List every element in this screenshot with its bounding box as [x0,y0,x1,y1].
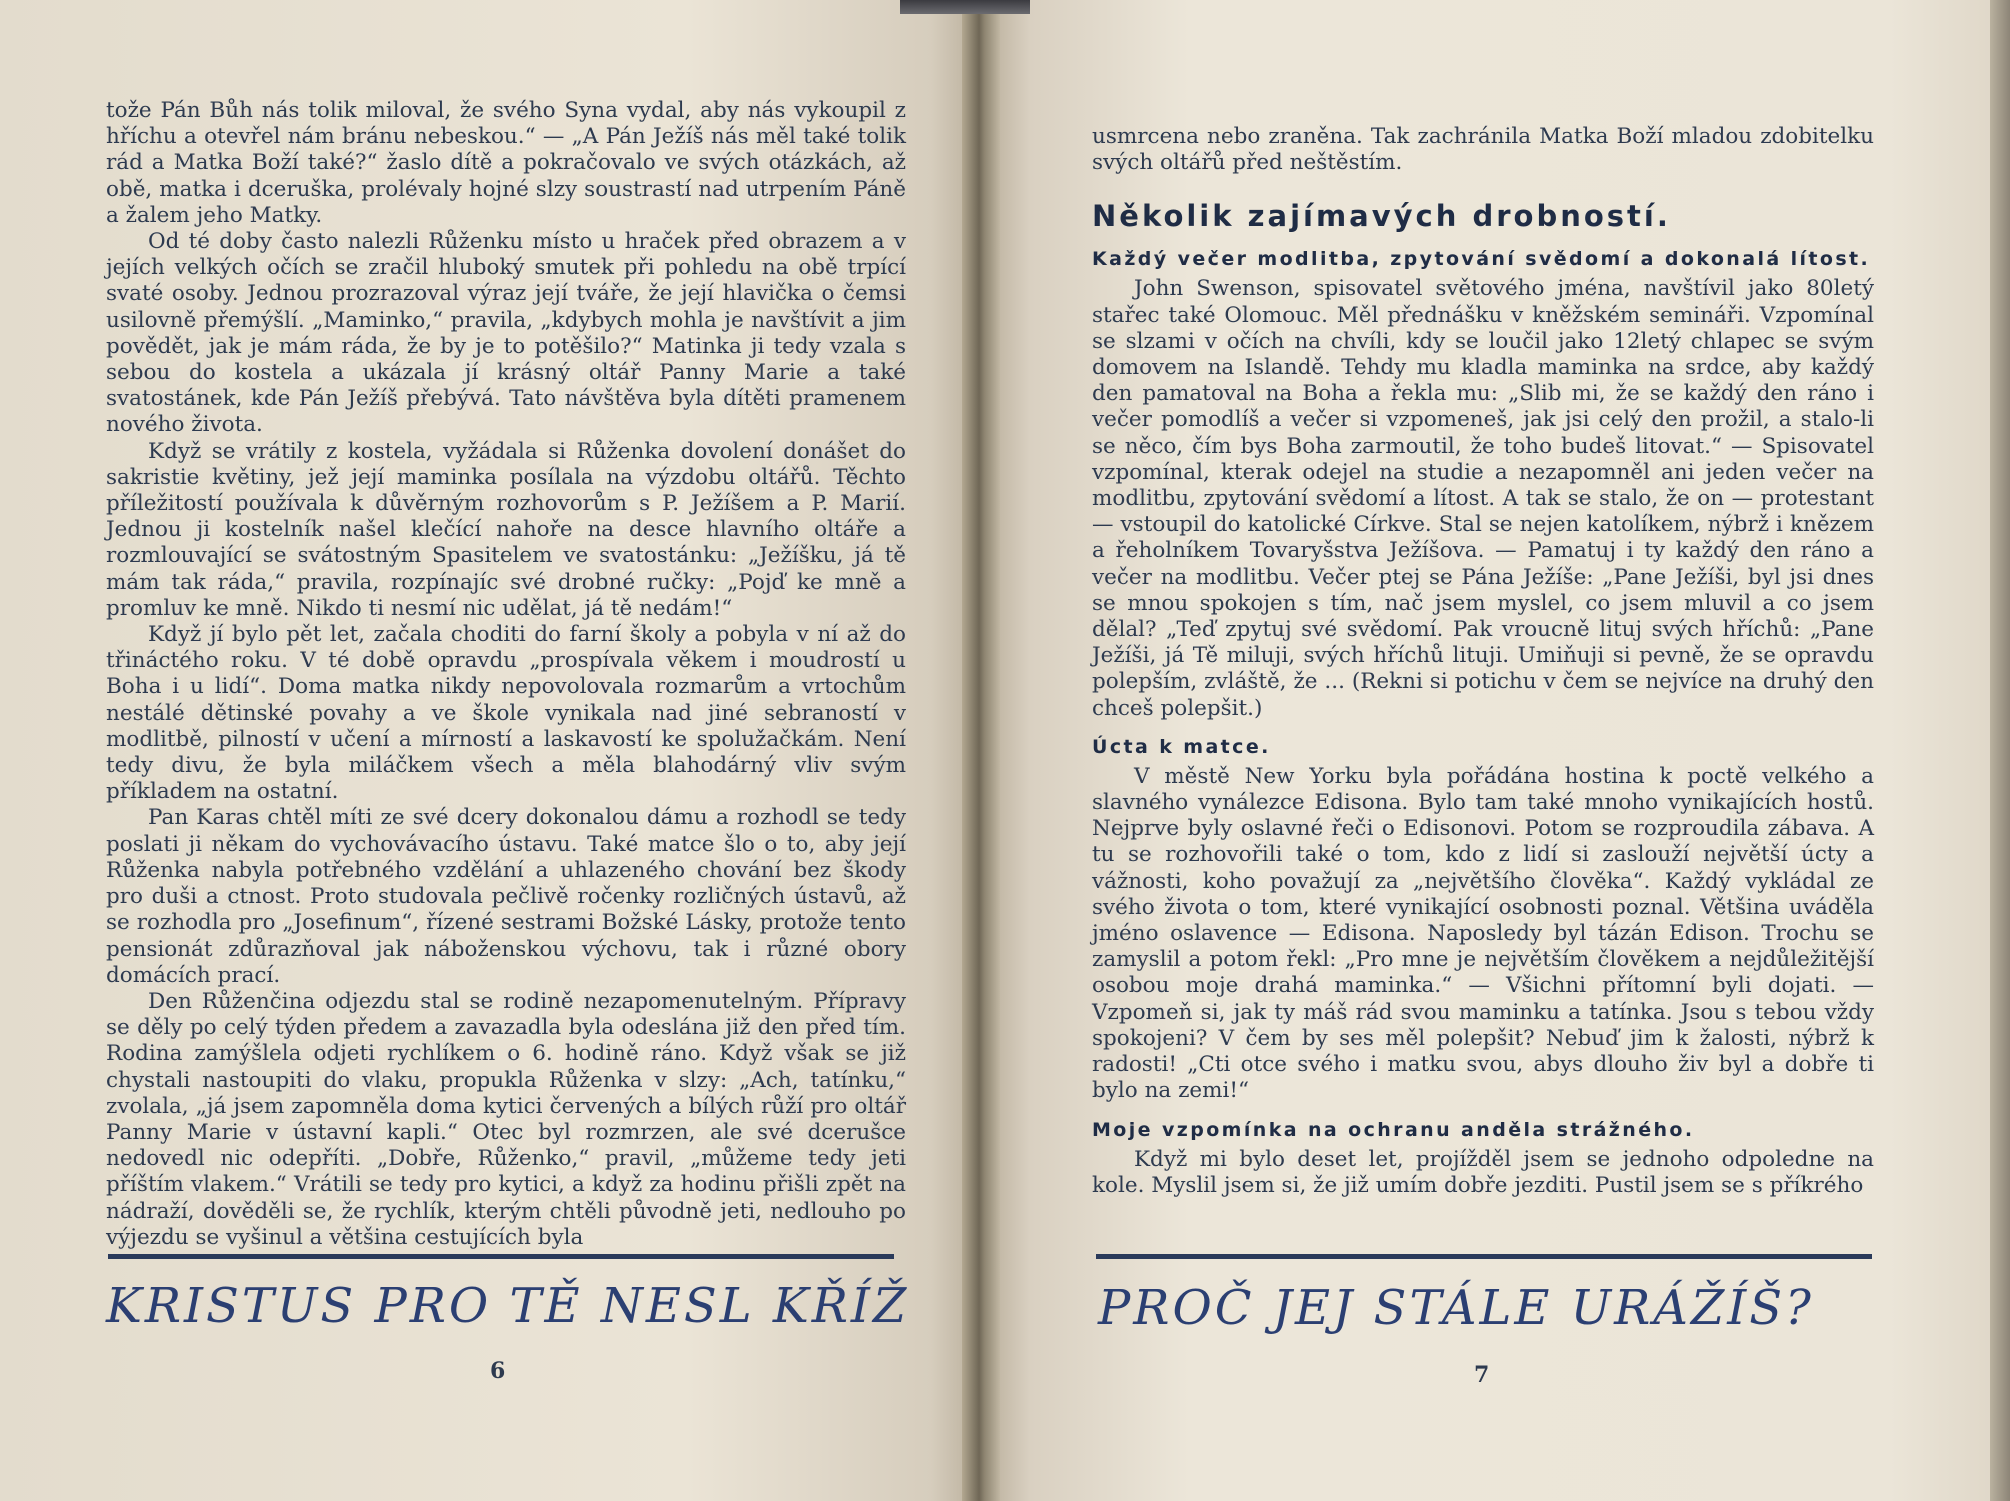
intro-paragraph: usmrcena nebo zraněna. Tak zachránila Matka Boží mladou zdobitelku svých oltářů před neštěstím. [1092,124,1874,176]
paragraph: Od té doby často nalezli Růženku místo u hraček před obrazem a v jejích velkých očích se zračil hluboký smutek při pohledu na obě trpící svaté osoby. Jednou prozrazoval výraz její tváře, že její hlavička o čemsi usilovně přemýšlí. „Maminko,“ pravila, „kdybych mohla je navštívit a jim povědět, jak je mám ráda, že by je to potěšilo?“ Matinka ji tedy vzala s sebou do kostela a ukázala jí krásný oltář Panny Marie a také svatostánek, kde Pán Ježíš přebývá. Tato návštěva byla dítěti pramenem nového života. [106,229,906,438]
section-title: Několik zajímavých drobností. [1092,199,1671,234]
story-text: Když mi bylo deset let, projížděl jsem se jednoho odpoledne na kole. Myslil jsem si, že již umím dobře jezditi. Pustil jsem se s příkrého [1092,1146,1874,1198]
book-binding [900,0,1030,14]
left-slogan: KRISTUS PRO TĚ NESL KŘÍŽ [106,1278,910,1334]
story-title: Úcta k matce. [1092,735,1271,758]
left-page-body [106,98,906,1251]
left-page [0,0,980,1501]
page-number-right: 7 [1474,1362,1490,1388]
paragraph: Když se vrátily z kostela, vyžádala si Růženka dovolení donášet do sakristie květiny, jež její maminka posílala na výzdobu oltářů. Těchto příležitostí používala k důvěrným rozhovorům s P. Ježíšem a P. Marií. Jednou ji kostelník našel klečící nahoře na desce hlavního oltáře a rozmlouvající se svátostným Spasitelem ve svatostánku: „Ježíšku, já tě mám tak ráda,“ pravila, rozpínajíc své drobné ručky: „Pojď ke mně a promluv ke mně. Nikdo ti nesmí nic udělat, já tě nedám!“ [106,438,906,621]
story-text: V městě New Yorku byla pořádána hostina k poctě velkého a slavného vynálezce Edisona. Bylo tam také mnoho vynikajících hostů. Nejprve byly oslavné řeči o Edisonovi. Potom se rozproudila zábava. A tu se rozhovořili také o tom, kdo z lidí si zaslouží největší úcty a vážnosti, koho považují za „největšího člověka“. Každý vykládal ze svého života o tom, které vynikající osobnosti poznal. Většina uváděla jméno oslavence — Edisona. Naposledy byl tázán Edison. Trochu se zamyslil a potom řekl: „Pro mne je největším člověkem a nejdůležitější osobou moje drahá maminka.“ — Všichni přítomní byli dojati. — Vzpomeň si, jak ty máš rád svou maminku a tatínka. Jsou s tebou vždy spokojeni? V čem by ses měl polepšit? Nebuď jim k žalosti, nýbrž k radosti! „Cti otce svého i matku svou, abys dlouho živ byl a dobře ti bylo na zemi!“ [1092,763,1874,1104]
paragraph: Když jí bylo pět let, začala choditi do farní školy a pobyla v ní až do třináctého roku. V té době opravdu „prospívala věkem i moudrostí u Boha i u lidí“. Doma matka nikdy nepovolovala rozmarům a vrtochům nestálé dětinské povahy a ve škole vynikala nad jiné sebraností v modlitbě, pilností v učení a mírností a laskavostí ke spolužačkám. Není tedy divu, že byla miláčkem všech a měla blahodárný vliv svým příkladem na ostatní. [106,622,906,805]
book-gutter [962,0,1000,1501]
divider-rule [1096,1254,1872,1259]
story-title: Každý večer modlitba, zpytování svědomí a dokonalá lítost. [1092,248,1871,271]
paragraph: tože Pán Bůh nás tolik miloval, že svého Syna vydal, aby nás vykoupil z hříchu a otevřel nám bránu nebeskou.“ — „A Pán Ježíš nás měl také tolik rád a Matka Boží také?“ žaslo dítě a pokračovalo ve svých otázkách, až obě, matka i dceruška, prolévaly hojné slzy soustrastí nad utrpením Páně a žalem jeho Matky. [106,98,906,228]
page-number-left: 6 [490,1358,506,1384]
story-text: John Swenson, spisovatel světového jména, navštívil jako 80letý stařec také Olomouc. Měl přednášku v kněžském semináři. Vzpomínal se slzami v očích na chvíli, kdy se loučil jako 12letý chlapec se svým domovem na Islandě. Tehdy mu kladla maminka na srdce, aby každý den pamatoval na Boha a řekla mu: „Slib mi, že se každý den ráno i večer pomodlíš a večer si vzpomeneš, jak jsi celý den prožil, a stalo-li se něco, čím bys Boha zarmoutil, že toho budeš litovat.“ — Spisovatel vzpomínal, kterak odejel na studie a nezapomněl ani jeden večer na modlitbu, zpytování svědomí a lítost. A tak se stalo, že on — protestant — vstoupil do katolické Církve. Stal se nejen katolíkem, nýbrž i knězem a řeholníkem Tovaryšstva Ježíšova. — Pamatuj i ty každý den ráno a večer na modlitbu. Večer ptej se Pána Ježíše: „Pane Ježíši, byl jsi dnes se mnou spokojen s tím, nač jsem myslel, co jsem mluvil a co jsem dělal? „Teď zpytuj své svědomí. Pak vroucně lituj svých hříchů: „Pane Ježíši, já Tě miluji, svých hříchů lituji. Umiňuji si pevně, že se opravdu polepším, zvláště, že ... (Rekni si potichu v čem se nejvíce na druhý den chceš polepšit.) [1092,276,1874,721]
page-edge [1990,0,2010,1501]
story-title: Moje vzpomínka na ochranu anděla strážného. [1092,1118,1695,1141]
divider-rule [108,1254,894,1259]
paragraph: Den Růženčina odjezdu stal se rodině nezapomenutelným. Přípravy se děly po celý týden předem a zavazadla byla odeslána již den před tím. Rodina zamýšlela odjeti rychlíkem o 6. hodině ráno. Když však se již chystali nastoupiti do vlaku, propukla Růženka v slzy: „Ach, tatínku,“ zvolala, „já jsem zapomněla doma kytici červených a bílých růží pro oltář Panny Marie v ústavní kapli.“ Otec byl rozmrzen, ale své dcerušce nedovedl nic odepříti. „Dobře, Růženko,“ pravil, „můžeme tedy jeti příštím vlakem.“ Vrátili se tedy pro kytici, a když za hodinu přišli zpět na nádraží, dověděli se, že rychlík, kterým chtěli původně jeti, nedlouho po výjezdu se vyšinul a většina cestujících byla [106,988,906,1250]
paragraph: Pan Karas chtěl míti ze své dcery dokonalou dámu a rozhodl se tedy poslati ji někam do vychovávacího ústavu. Také matce šlo o to, aby její Růženka nabyla potřebného vzdělání a uhlazeného chování bez škody pro duši a ctnost. Proto studovala pečlivě ročenky rozličných ústavů, až se rozhodla pro „Josefinum“, řízené sestrami Božské Lásky, protože tento pensionát zdůrazňoval jak náboženskou výchovu, tak i různé obory domácích prací. [106,805,906,988]
right-page-body [1092,124,1874,1199]
right-slogan: PROČ JEJ STÁLE URÁŽÍŠ? [1098,1280,1814,1336]
